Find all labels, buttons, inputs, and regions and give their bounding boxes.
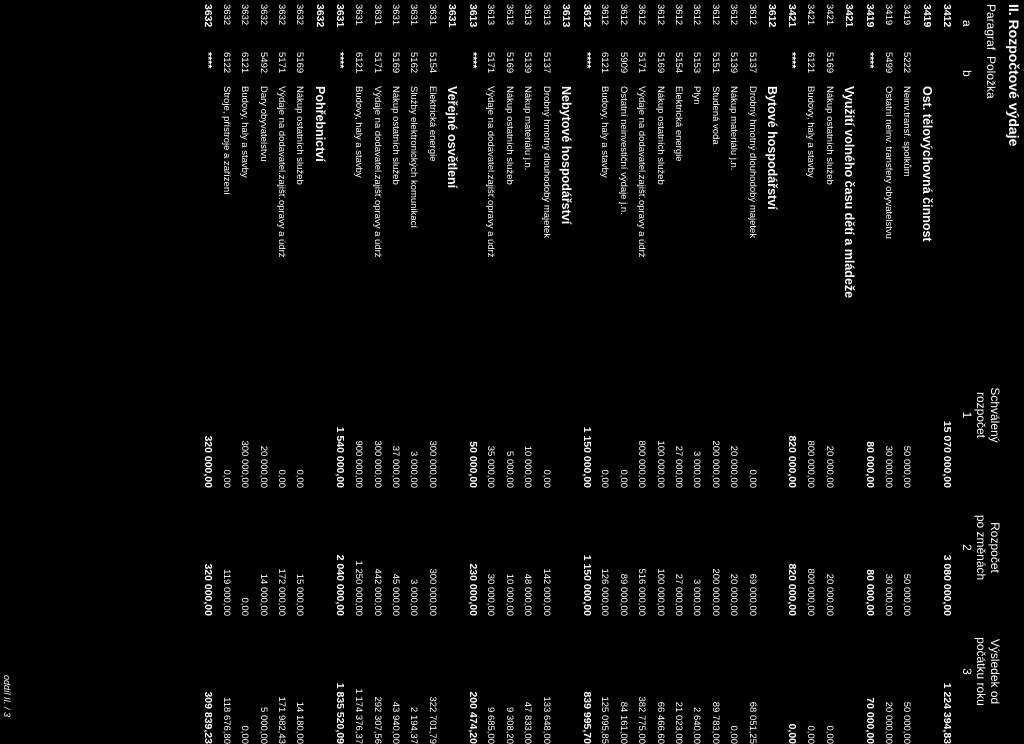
description-cell <box>783 86 801 338</box>
result-cell <box>838 616 860 744</box>
description-cell: Elektrická energie <box>426 86 438 162</box>
table-row <box>633 0 651 744</box>
polozka-cell: 5171 <box>485 52 497 74</box>
description-cell <box>938 86 956 338</box>
description-cell: Výdaje na dodavatel.zajišť.opravy a údrž <box>275 86 287 258</box>
paragraf-cell: 3613 <box>503 4 515 26</box>
approved-budget-cell: 320 000,00 <box>201 435 214 488</box>
result-cell: 309 839,23 <box>201 691 214 744</box>
paragraf-cell: 3612 <box>617 4 629 26</box>
paragraf-cell: 3612 <box>746 4 758 26</box>
description-cell: Studená voda <box>709 86 721 145</box>
result-cell: 0,00 <box>805 725 817 744</box>
polozka-cell: 5154 <box>426 52 438 74</box>
approved-budget-cell: 5 000,00 <box>503 451 515 488</box>
header-col2-number: 2 <box>960 544 974 551</box>
adjusted-budget-cell: 100 000,00 <box>654 568 666 616</box>
section-row <box>838 0 860 744</box>
approved-budget-cell <box>555 338 577 488</box>
approved-budget-cell: 80 000,00 <box>863 441 876 488</box>
paragraf-cell: 3419 <box>882 4 894 26</box>
polozka-cell <box>838 52 860 86</box>
result-cell: 2 194,37 <box>408 707 420 744</box>
polozka-cell: 5169 <box>654 52 666 74</box>
adjusted-budget-cell <box>441 488 463 616</box>
adjusted-budget-cell: 172 000,00 <box>275 568 287 616</box>
description-cell: Služby elektronických komunikací <box>408 86 420 229</box>
paragraf-cell: 3632 <box>257 4 269 26</box>
polozka-cell: 5492 <box>257 52 269 74</box>
subtotal-row <box>331 0 349 744</box>
result-cell: 9 308,20 <box>503 707 515 744</box>
section-row <box>916 0 938 744</box>
approved-budget-cell: 0,00 <box>540 469 552 488</box>
adjusted-budget-cell <box>916 488 938 616</box>
result-cell: 47 833,00 <box>522 701 534 744</box>
approved-budget-cell: 27 000,00 <box>673 445 685 488</box>
approved-budget-cell: 0,00 <box>220 469 232 488</box>
adjusted-budget-cell: 119 000,00 <box>220 569 232 616</box>
polozka-cell: 6121 <box>353 52 365 74</box>
table-row <box>820 0 838 744</box>
paragraf-cell: 3632 <box>294 4 306 26</box>
approved-budget-cell: 3 000,00 <box>691 451 703 488</box>
adjusted-budget-cell: 200 000,00 <box>709 568 721 616</box>
adjusted-budget-cell: 10 000,00 <box>503 573 515 616</box>
polozka-cell: 5169 <box>503 52 515 74</box>
result-cell: 292 307,56 <box>371 696 383 744</box>
description-cell: Výdaje na dodavatel.zajišť.opravy a údrž <box>485 86 497 258</box>
approved-budget-cell: 0,00 <box>275 469 287 488</box>
result-cell: 125 095,85 <box>599 696 611 744</box>
polozka-cell: 5154 <box>673 52 685 74</box>
adjusted-budget-cell: 3 000,00 <box>691 579 703 616</box>
description-cell: Bytové hospodářství <box>765 86 780 210</box>
result-cell <box>916 616 938 744</box>
polozka-cell: 5499 <box>882 52 894 74</box>
result-cell: 0,00 <box>823 725 835 744</box>
adjusted-budget-cell: 3 000,00 <box>408 579 420 616</box>
description-cell <box>577 86 595 338</box>
subtotal-row <box>860 0 878 744</box>
polozka-cell <box>441 52 463 86</box>
approved-budget-cell: 30 000,00 <box>882 445 894 488</box>
adjusted-budget-cell: 3 080 000,00 <box>940 554 953 616</box>
table-row <box>254 0 272 744</box>
polozka-cell <box>761 52 783 86</box>
description-cell: Nákup materiálu j.n. <box>522 86 534 171</box>
description-cell: Ost. tělovýchovná činnost <box>919 86 934 242</box>
paragraf-cell: 3612 <box>673 4 685 26</box>
approved-budget-cell: 800 000,00 <box>805 440 817 488</box>
paragraf-cell: 3631 <box>389 4 401 26</box>
result-cell: 0,00 <box>786 723 799 744</box>
paragraf-cell: 3613 <box>540 4 552 26</box>
approved-budget-cell <box>838 338 860 488</box>
result-cell: 1 174 376,37 <box>353 688 365 744</box>
paragraf-cell: 3631 <box>446 4 459 28</box>
polozka-cell: 5222 <box>900 52 912 74</box>
description-cell: Budovy, haly a stavby <box>599 86 611 178</box>
approved-budget-cell: 200 000,00 <box>709 440 721 488</box>
subtotal-row <box>577 0 595 744</box>
result-cell: 133 648,00 <box>540 696 552 744</box>
polozka-cell: 5169 <box>294 52 306 74</box>
paragraf-cell: 3632 <box>314 4 327 28</box>
paragraf-cell: 3631 <box>353 4 365 26</box>
description-cell: Drobný hmotný dlouhodobý majetek <box>746 86 758 239</box>
result-cell: 0,00 <box>239 725 251 744</box>
polozka-cell: 5139 <box>728 52 740 74</box>
table-row <box>291 0 309 744</box>
table-row <box>743 0 761 744</box>
approved-budget-cell: 50 000,00 <box>900 445 912 488</box>
adjusted-budget-cell <box>838 488 860 616</box>
description-cell: Výdaje na dodavatel.zajišť.opravy a údrž <box>371 86 383 258</box>
section-row <box>441 0 463 744</box>
approved-budget-cell <box>441 338 463 488</box>
subtotal-row <box>938 0 956 744</box>
description-cell: Nákup ostatních služeb <box>294 86 306 185</box>
description-cell: Budovy, haly a stavby <box>805 86 817 178</box>
result-cell: 200 474,20 <box>466 691 479 744</box>
polozka-cell <box>916 52 938 86</box>
section-row <box>309 0 331 744</box>
paragraf-cell: 3612 <box>766 4 779 28</box>
table-row <box>651 0 669 744</box>
polozka-cell: 5171 <box>636 52 648 74</box>
approved-budget-cell <box>309 338 331 488</box>
table-row <box>596 0 614 744</box>
table-row <box>272 0 290 744</box>
approved-budget-cell: 820 000,00 <box>786 435 799 488</box>
description-cell: Pohřebnictví <box>313 86 328 162</box>
approved-budget-cell: 35 000,00 <box>485 445 497 488</box>
description-cell: Dary obyvatelstvu <box>257 86 269 162</box>
result-cell: 70 000,00 <box>863 697 876 744</box>
approved-budget-cell: 0,00 <box>617 469 629 488</box>
result-cell: 84 161,00 <box>617 701 629 744</box>
paragraf-cell: 3612 <box>580 4 593 28</box>
polozka-cell: 5169 <box>389 52 401 74</box>
subtotal-row <box>199 0 217 744</box>
table-row <box>423 0 441 744</box>
result-cell: 21 023,00 <box>673 701 685 744</box>
approved-budget-cell: 0,00 <box>599 469 611 488</box>
polozka-cell: 5153 <box>691 52 703 74</box>
header-col2-title: Rozpočet po změnách <box>974 514 1002 581</box>
result-cell <box>441 616 463 744</box>
paragraf-cell: 3421 <box>786 4 799 28</box>
adjusted-budget-cell: 14 000,00 <box>257 573 269 616</box>
paragraf-cell: 3613 <box>522 4 534 26</box>
approved-budget-cell: 20 000,00 <box>257 445 269 488</box>
header-col1-title: Schválený rozpočet <box>974 387 1002 443</box>
paragraf-cell: 3632 <box>275 4 287 26</box>
polozka-cell: 5139 <box>522 52 534 74</box>
paragraf-cell: 3631 <box>371 4 383 26</box>
polozka-cell: **** <box>334 52 347 69</box>
approved-budget-cell: 300 000,00 <box>426 440 438 488</box>
table-row <box>349 0 367 744</box>
adjusted-budget-cell: 1 150 000,00 <box>580 554 593 616</box>
result-cell: 66 466,60 <box>654 701 666 744</box>
result-cell: 20 000,00 <box>882 701 894 744</box>
polozka-cell <box>938 52 956 86</box>
paragraf-cell: 3612 <box>654 4 666 26</box>
description-cell: Drobný hmotný dlouhodobý majetek <box>540 86 552 239</box>
result-cell: 68 051,25 <box>746 701 758 744</box>
result-cell: 839 995,70 <box>580 691 593 744</box>
table-row <box>897 0 915 744</box>
adjusted-budget-cell: 516 000,00 <box>636 568 648 616</box>
description-cell: Veřejné osvětlení <box>445 86 460 189</box>
result-cell: 171 982,43 <box>275 696 287 744</box>
result-cell: 89 783,00 <box>709 701 721 744</box>
table-row <box>217 0 235 744</box>
adjusted-budget-cell: 0,00 <box>239 597 251 616</box>
adjusted-budget-cell: 126 000,00 <box>599 568 611 616</box>
description-cell: Stroje, přístroje a zařízení <box>220 86 232 195</box>
approved-budget-cell: 10 000,00 <box>522 445 534 488</box>
approved-budget-cell: 0,00 <box>746 469 758 488</box>
description-cell: Nákup ostatních služeb <box>503 86 515 185</box>
subtotal-row <box>783 0 801 744</box>
table-row <box>614 0 632 744</box>
paragraf-cell: 3612 <box>709 4 721 26</box>
paragraf-cell: 3419 <box>920 4 933 28</box>
polozka-cell: 5169 <box>823 52 835 74</box>
paragraf-cell: 3613 <box>560 4 573 28</box>
polozka-cell: **** <box>786 52 799 69</box>
result-cell: 118 676,80 <box>220 697 232 744</box>
table-row <box>724 0 742 744</box>
table-row <box>688 0 706 744</box>
section-row <box>555 0 577 744</box>
description-cell: Využití volného času dětí a mládeže <box>842 86 857 299</box>
adjusted-budget-cell: 15 000,00 <box>294 573 306 616</box>
expenditure-table <box>199 0 956 744</box>
description-cell <box>463 86 481 338</box>
approved-budget-cell: 37 000,00 <box>389 445 401 488</box>
adjusted-budget-cell: 442 000,00 <box>371 568 383 616</box>
description-cell: Nákup ostatních služeb <box>823 86 835 185</box>
description-cell: Plyn <box>691 86 703 105</box>
result-cell: 1 835 520,09 <box>334 682 347 744</box>
adjusted-budget-cell: 50 000,00 <box>900 573 912 616</box>
adjusted-budget-cell: 30 000,00 <box>882 573 894 616</box>
description-cell: Elektrická energie <box>673 86 685 162</box>
paragraf-cell: 3632 <box>220 4 232 26</box>
description-cell: Nebytové hospodářství <box>559 86 574 225</box>
polozka-cell: 6122 <box>220 52 232 74</box>
adjusted-budget-cell: 800 000,00 <box>805 568 817 616</box>
header-paragraf: Paragraf <box>984 4 998 51</box>
description-cell: Budovy, haly a stavby <box>239 86 251 178</box>
result-cell: 9 685,00 <box>485 707 497 744</box>
polozka-cell: 5909 <box>617 52 629 74</box>
page-title: II. Rozpočtové výdaje <box>1006 4 1022 147</box>
paragraf-cell: 3421 <box>843 4 856 28</box>
description-cell: Nákup materiálu j.n. <box>728 86 740 171</box>
polozka-cell: 6121 <box>239 52 251 74</box>
paragraf-cell: 3613 <box>485 4 497 26</box>
polozka-cell: 5137 <box>540 52 552 74</box>
description-cell: Neinv.transf. spolkům <box>900 86 912 177</box>
polozka-cell <box>309 52 331 86</box>
table-row <box>482 0 500 744</box>
adjusted-budget-cell: 80 000,00 <box>863 569 876 616</box>
description-cell: Nákup ostatních služeb <box>389 86 401 185</box>
result-cell: 322 701,79 <box>426 696 438 744</box>
table-row <box>669 0 687 744</box>
polozka-cell: 5171 <box>371 52 383 74</box>
approved-budget-cell: 100 000,00 <box>654 440 666 488</box>
result-cell: 2 640,00 <box>691 707 703 744</box>
approved-budget-cell <box>916 338 938 488</box>
description-cell: Ostatní neinvestiční výdaje j.n. <box>617 86 629 215</box>
paragraf-cell: 3612 <box>728 4 740 26</box>
adjusted-budget-cell <box>761 488 783 616</box>
paragraf-cell: 3412 <box>940 4 953 28</box>
result-cell: 14 180,00 <box>294 701 306 744</box>
polozka-cell: **** <box>466 52 479 69</box>
adjusted-budget-cell: 820 000,00 <box>786 563 799 616</box>
adjusted-budget-cell: 89 000,00 <box>617 573 629 616</box>
description-cell: Nákup ostatních služeb <box>654 86 666 185</box>
description-cell: Výdaje na dodavatel.zajišť.opravy a údrž <box>636 86 648 258</box>
header-col3-number: 3 <box>960 668 974 675</box>
approved-budget-cell: 900 000,00 <box>353 440 365 488</box>
description-cell <box>199 86 217 338</box>
subtotal-row <box>463 0 481 744</box>
polozka-cell: 6121 <box>805 52 817 74</box>
approved-budget-cell: 20 000,00 <box>728 445 740 488</box>
adjusted-budget-cell: 1 250 000,00 <box>353 560 365 616</box>
paragraf-cell: 3421 <box>823 4 835 26</box>
polozka-cell: 5137 <box>746 52 758 74</box>
table-row <box>386 0 404 744</box>
adjusted-budget-cell: 230 000,00 <box>466 563 479 616</box>
page-footer: oddíl II. / 3 <box>2 674 12 717</box>
description-cell <box>860 86 878 338</box>
header-polozka: Položka <box>984 56 998 99</box>
paragraf-cell: 3612 <box>599 4 611 26</box>
paragraf-cell: 3631 <box>426 4 438 26</box>
paragraf-cell: 3632 <box>239 4 251 26</box>
paragraf-cell: 3612 <box>691 4 703 26</box>
adjusted-budget-cell: 300 000,00 <box>426 568 438 616</box>
polozka-cell: 5151 <box>709 52 721 74</box>
approved-budget-cell: 1 540 000,00 <box>334 426 347 488</box>
description-cell: Ostatní neinv. transfery obyvatelstvu <box>882 86 894 239</box>
adjusted-budget-cell: 142 000,00 <box>540 568 552 616</box>
approved-budget-cell: 1 150 000,00 <box>580 426 593 488</box>
approved-budget-cell: 3 000,00 <box>408 451 420 488</box>
adjusted-budget-cell: 45 000,00 <box>389 573 401 616</box>
header-col-b: b <box>960 70 974 77</box>
paragraf-cell: 3613 <box>466 4 479 28</box>
polozka-cell: 5171 <box>275 52 287 74</box>
result-cell <box>761 616 783 744</box>
approved-budget-cell: 0,00 <box>294 469 306 488</box>
paragraf-cell: 3632 <box>201 4 214 28</box>
result-cell <box>555 616 577 744</box>
description-cell: Budovy, haly a stavby <box>353 86 365 178</box>
result-cell: 43 940,00 <box>389 701 401 744</box>
table-row <box>519 0 537 744</box>
approved-budget-cell: 800 000,00 <box>636 440 648 488</box>
approved-budget-cell: 15 070 000,00 <box>940 420 953 488</box>
adjusted-budget-cell: 20 000,00 <box>728 573 740 616</box>
approved-budget-cell: 300 000,00 <box>239 440 251 488</box>
table-row <box>368 0 386 744</box>
table-row <box>236 0 254 744</box>
approved-budget-cell <box>761 338 783 488</box>
polozka-cell: 6121 <box>599 52 611 74</box>
polozka-cell <box>555 52 577 86</box>
result-cell: 382 775,00 <box>636 696 648 744</box>
paragraf-cell: 3419 <box>863 4 876 28</box>
table-row <box>879 0 897 744</box>
adjusted-budget-cell <box>555 488 577 616</box>
description-cell <box>331 86 349 338</box>
adjusted-budget-cell: 69 000,00 <box>746 573 758 616</box>
adjusted-budget-cell: 30 000,00 <box>485 573 497 616</box>
table-row <box>802 0 820 744</box>
paragraf-cell: 3612 <box>636 4 648 26</box>
approved-budget-cell: 300 000,00 <box>371 440 383 488</box>
approved-budget-cell: 20 000,00 <box>823 445 835 488</box>
table-row <box>405 0 423 744</box>
polozka-cell: **** <box>580 52 593 69</box>
adjusted-budget-cell: 27 000,00 <box>673 573 685 616</box>
result-cell: 50 000,00 <box>900 701 912 744</box>
result-cell: 0,00 <box>728 725 740 744</box>
adjusted-budget-cell: 20 000,00 <box>823 573 835 616</box>
header-col-a: a <box>960 20 974 27</box>
header-col1-number: 1 <box>960 411 974 419</box>
polozka-cell: 5162 <box>408 52 420 74</box>
paragraf-cell: 3421 <box>805 4 817 26</box>
adjusted-budget-cell: 2 040 000,00 <box>334 554 347 616</box>
header-col3-title: Výsledek od počátku roku <box>974 637 1002 706</box>
table-row <box>706 0 724 744</box>
adjusted-budget-cell: 48 000,00 <box>522 573 534 616</box>
result-cell <box>309 616 331 744</box>
result-cell: 1 224 394,83 <box>940 682 953 744</box>
paragraf-cell: 3419 <box>900 4 912 26</box>
table-row <box>500 0 518 744</box>
paragraf-cell: 3631 <box>334 4 347 28</box>
section-row <box>761 0 783 744</box>
approved-budget-cell: 50 000,00 <box>466 441 479 488</box>
result-cell: 5 000,00 <box>257 707 269 744</box>
paragraf-cell: 3631 <box>408 4 420 26</box>
adjusted-budget-cell <box>309 488 331 616</box>
polozka-cell: **** <box>863 52 876 69</box>
table-row <box>537 0 555 744</box>
adjusted-budget-cell: 320 000,00 <box>201 563 214 616</box>
polozka-cell: **** <box>201 52 214 69</box>
